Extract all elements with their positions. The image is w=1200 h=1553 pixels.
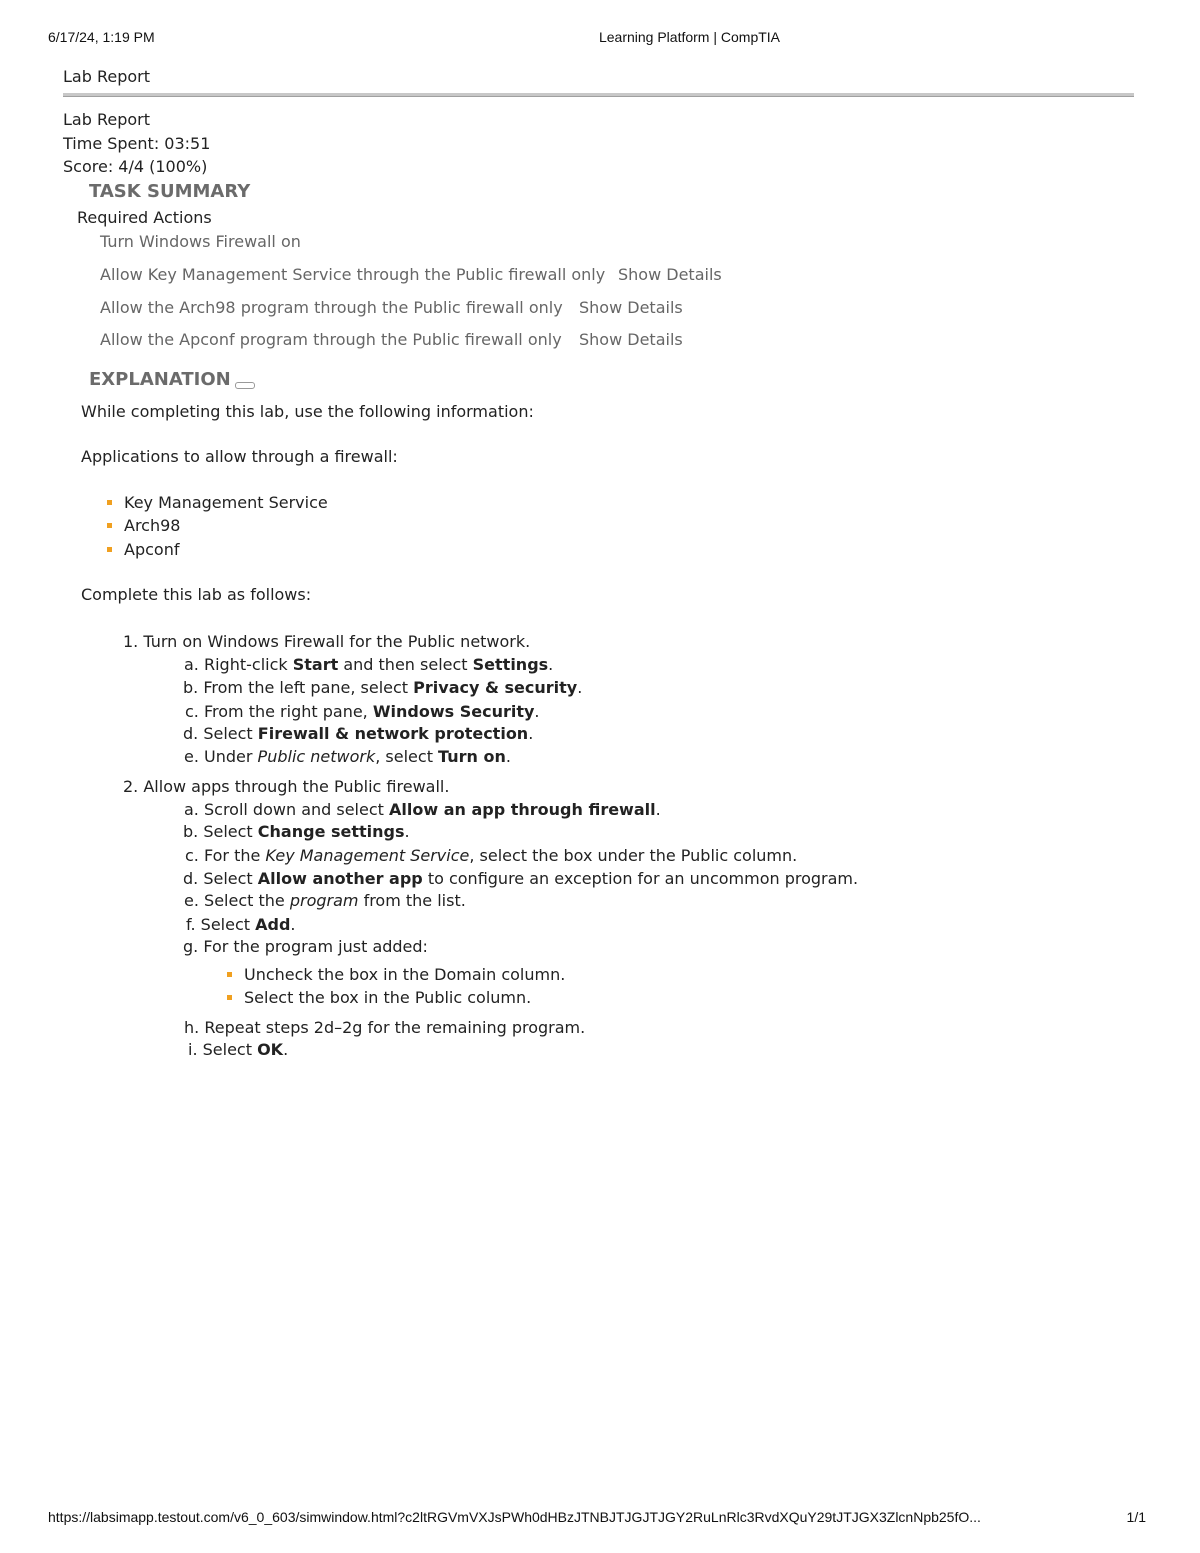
list-item: Apconf: [124, 540, 180, 559]
step-marker: d.: [183, 724, 199, 743]
step-text: Select: [203, 724, 258, 743]
step-2b: [183, 822, 410, 841]
step-bold: Allow another app: [257, 869, 423, 888]
score: Score: 4/4 (100%): [63, 157, 208, 176]
step-2c: [185, 846, 797, 865]
step-text: , select: [375, 747, 439, 766]
step-text: and then select: [338, 655, 473, 674]
explanation-heading: [89, 369, 255, 390]
step-text: , select the box under the Public column.: [469, 846, 798, 865]
step-marker: c.: [185, 702, 199, 721]
step-text: .: [548, 655, 554, 674]
step-text: For the: [203, 846, 266, 865]
step-text: .: [528, 724, 534, 743]
step-marker: b.: [183, 822, 199, 841]
report-name: Lab Report: [63, 110, 150, 129]
step-text: to configure an exception for an uncommon program.: [422, 869, 859, 888]
list-item: Select the box in the Public column.: [244, 988, 532, 1007]
explanation-heading-text: EXPLANATION: [89, 369, 231, 390]
step-1d: [183, 724, 533, 743]
step-1b: [183, 678, 582, 697]
step-bold: Allow an app through firewall: [389, 800, 656, 819]
step-bold: Turn on: [438, 747, 506, 766]
step-bold: Windows Security: [372, 702, 535, 721]
step-text: From the right pane,: [203, 702, 373, 721]
apps-intro: Applications to allow through a firewall:: [81, 447, 398, 466]
time-spent: Time Spent: 03:51: [63, 133, 211, 153]
report-info: [63, 108, 210, 179]
page-number: 1/1: [1126, 1509, 1146, 1525]
step-text: .: [534, 702, 540, 721]
step-text: Select: [200, 915, 256, 934]
required-action-text: Allow Key Management Service through the Public firewall only: [100, 265, 606, 284]
collapse-toggle-icon[interactable]: [235, 382, 255, 389]
step-marker: e.: [184, 747, 199, 766]
step-marker: c.: [185, 846, 199, 865]
step-text: Under: [204, 747, 258, 766]
required-action: [100, 232, 301, 251]
section-title: Lab Report: [63, 67, 150, 86]
step-marker: b.: [183, 678, 199, 697]
step-italic: program: [289, 891, 359, 910]
step-text: Select the: [204, 891, 290, 910]
step-italic: Key Management Service: [265, 846, 470, 865]
list-item: Key Management Service: [124, 493, 328, 512]
step-2i: [188, 1040, 288, 1059]
step-marker: e.: [184, 891, 199, 910]
explanation-intro: While completing this lab, use the following information:: [81, 402, 534, 421]
show-details-link[interactable]: Show Details: [579, 330, 683, 349]
print-title: Learning Platform | CompTIA: [598, 29, 781, 45]
step-text: Scroll down and select: [203, 800, 389, 819]
step-2d: [183, 869, 858, 888]
step-bold: Privacy & security: [413, 678, 578, 697]
step-1e: [184, 747, 511, 766]
step-italic: Public network: [257, 747, 376, 766]
list-item: Arch98: [124, 516, 181, 535]
step-bold: Change settings: [257, 822, 405, 841]
step-text: .: [283, 1040, 289, 1059]
step-2a: [184, 800, 661, 819]
required-action: [100, 265, 722, 284]
step-bold: Add: [255, 915, 291, 934]
step-marker: d.: [183, 869, 199, 888]
required-actions-label: Required Actions: [77, 208, 212, 227]
step-1: 1. Turn on Windows Firewall for the Public network.: [123, 632, 531, 651]
show-details-link[interactable]: Show Details: [579, 298, 683, 317]
step-text: Right-click: [203, 655, 293, 674]
required-action-text: Allow the Arch98 program through the Public firewall only: [100, 298, 563, 317]
task-summary-heading: TASK SUMMARY: [89, 181, 251, 202]
step-text: From the left pane, select: [203, 678, 414, 697]
step-marker: a.: [184, 655, 199, 674]
step-text: .: [577, 678, 583, 697]
step-bold: Settings: [472, 655, 549, 674]
print-url: https://labsimapp.testout.com/v6_0_603/simwindow.html?c2ltRGVmVXJsPWh0dHBzJTNBJTJGJTJGY2RuLnRlc3RvdXQuY29tJTJGX3ZlcnNpb25fO...: [48, 1509, 981, 1525]
step-2f: [186, 915, 296, 934]
step-marker: i.: [188, 1040, 198, 1059]
required-action-text: Allow the Apconf program through the Public firewall only: [100, 330, 562, 349]
step-bold: Start: [292, 655, 339, 674]
step-marker: h.: [184, 1018, 200, 1037]
required-action: [100, 330, 683, 349]
step-marker: a.: [184, 800, 199, 819]
step-2h: [184, 1018, 585, 1037]
print-date: 6/17/24, 1:19 PM: [48, 29, 155, 45]
step-1a: [184, 655, 553, 674]
step-text: Repeat steps 2d–2g for the remaining program.: [204, 1018, 586, 1037]
step-text: .: [655, 800, 661, 819]
step-text: .: [404, 822, 410, 841]
complete-intro: Complete this lab as follows:: [81, 585, 312, 604]
required-action-text: Turn Windows Firewall on: [100, 232, 301, 251]
step-text: Select: [203, 822, 258, 841]
divider: [63, 93, 1134, 97]
step-2g: [183, 937, 428, 956]
step-marker: g.: [183, 937, 199, 956]
show-details-link[interactable]: Show Details: [618, 265, 722, 284]
step-2: 2. Allow apps through the Public firewall.: [123, 777, 450, 796]
step-bold: OK: [257, 1040, 284, 1059]
step-bold: Firewall & network protection: [257, 724, 529, 743]
step-2e: [184, 891, 466, 910]
list-item: Uncheck the box in the Domain column.: [244, 965, 566, 984]
step-text: .: [505, 747, 511, 766]
step-marker: f.: [186, 915, 196, 934]
step-text: For the program just added:: [203, 937, 428, 956]
step-text: .: [290, 915, 296, 934]
required-action: [100, 298, 683, 317]
step-text: Select: [202, 1040, 258, 1059]
step-text: from the list.: [358, 891, 466, 910]
step-text: Select: [203, 869, 258, 888]
step-1c: [185, 702, 540, 721]
